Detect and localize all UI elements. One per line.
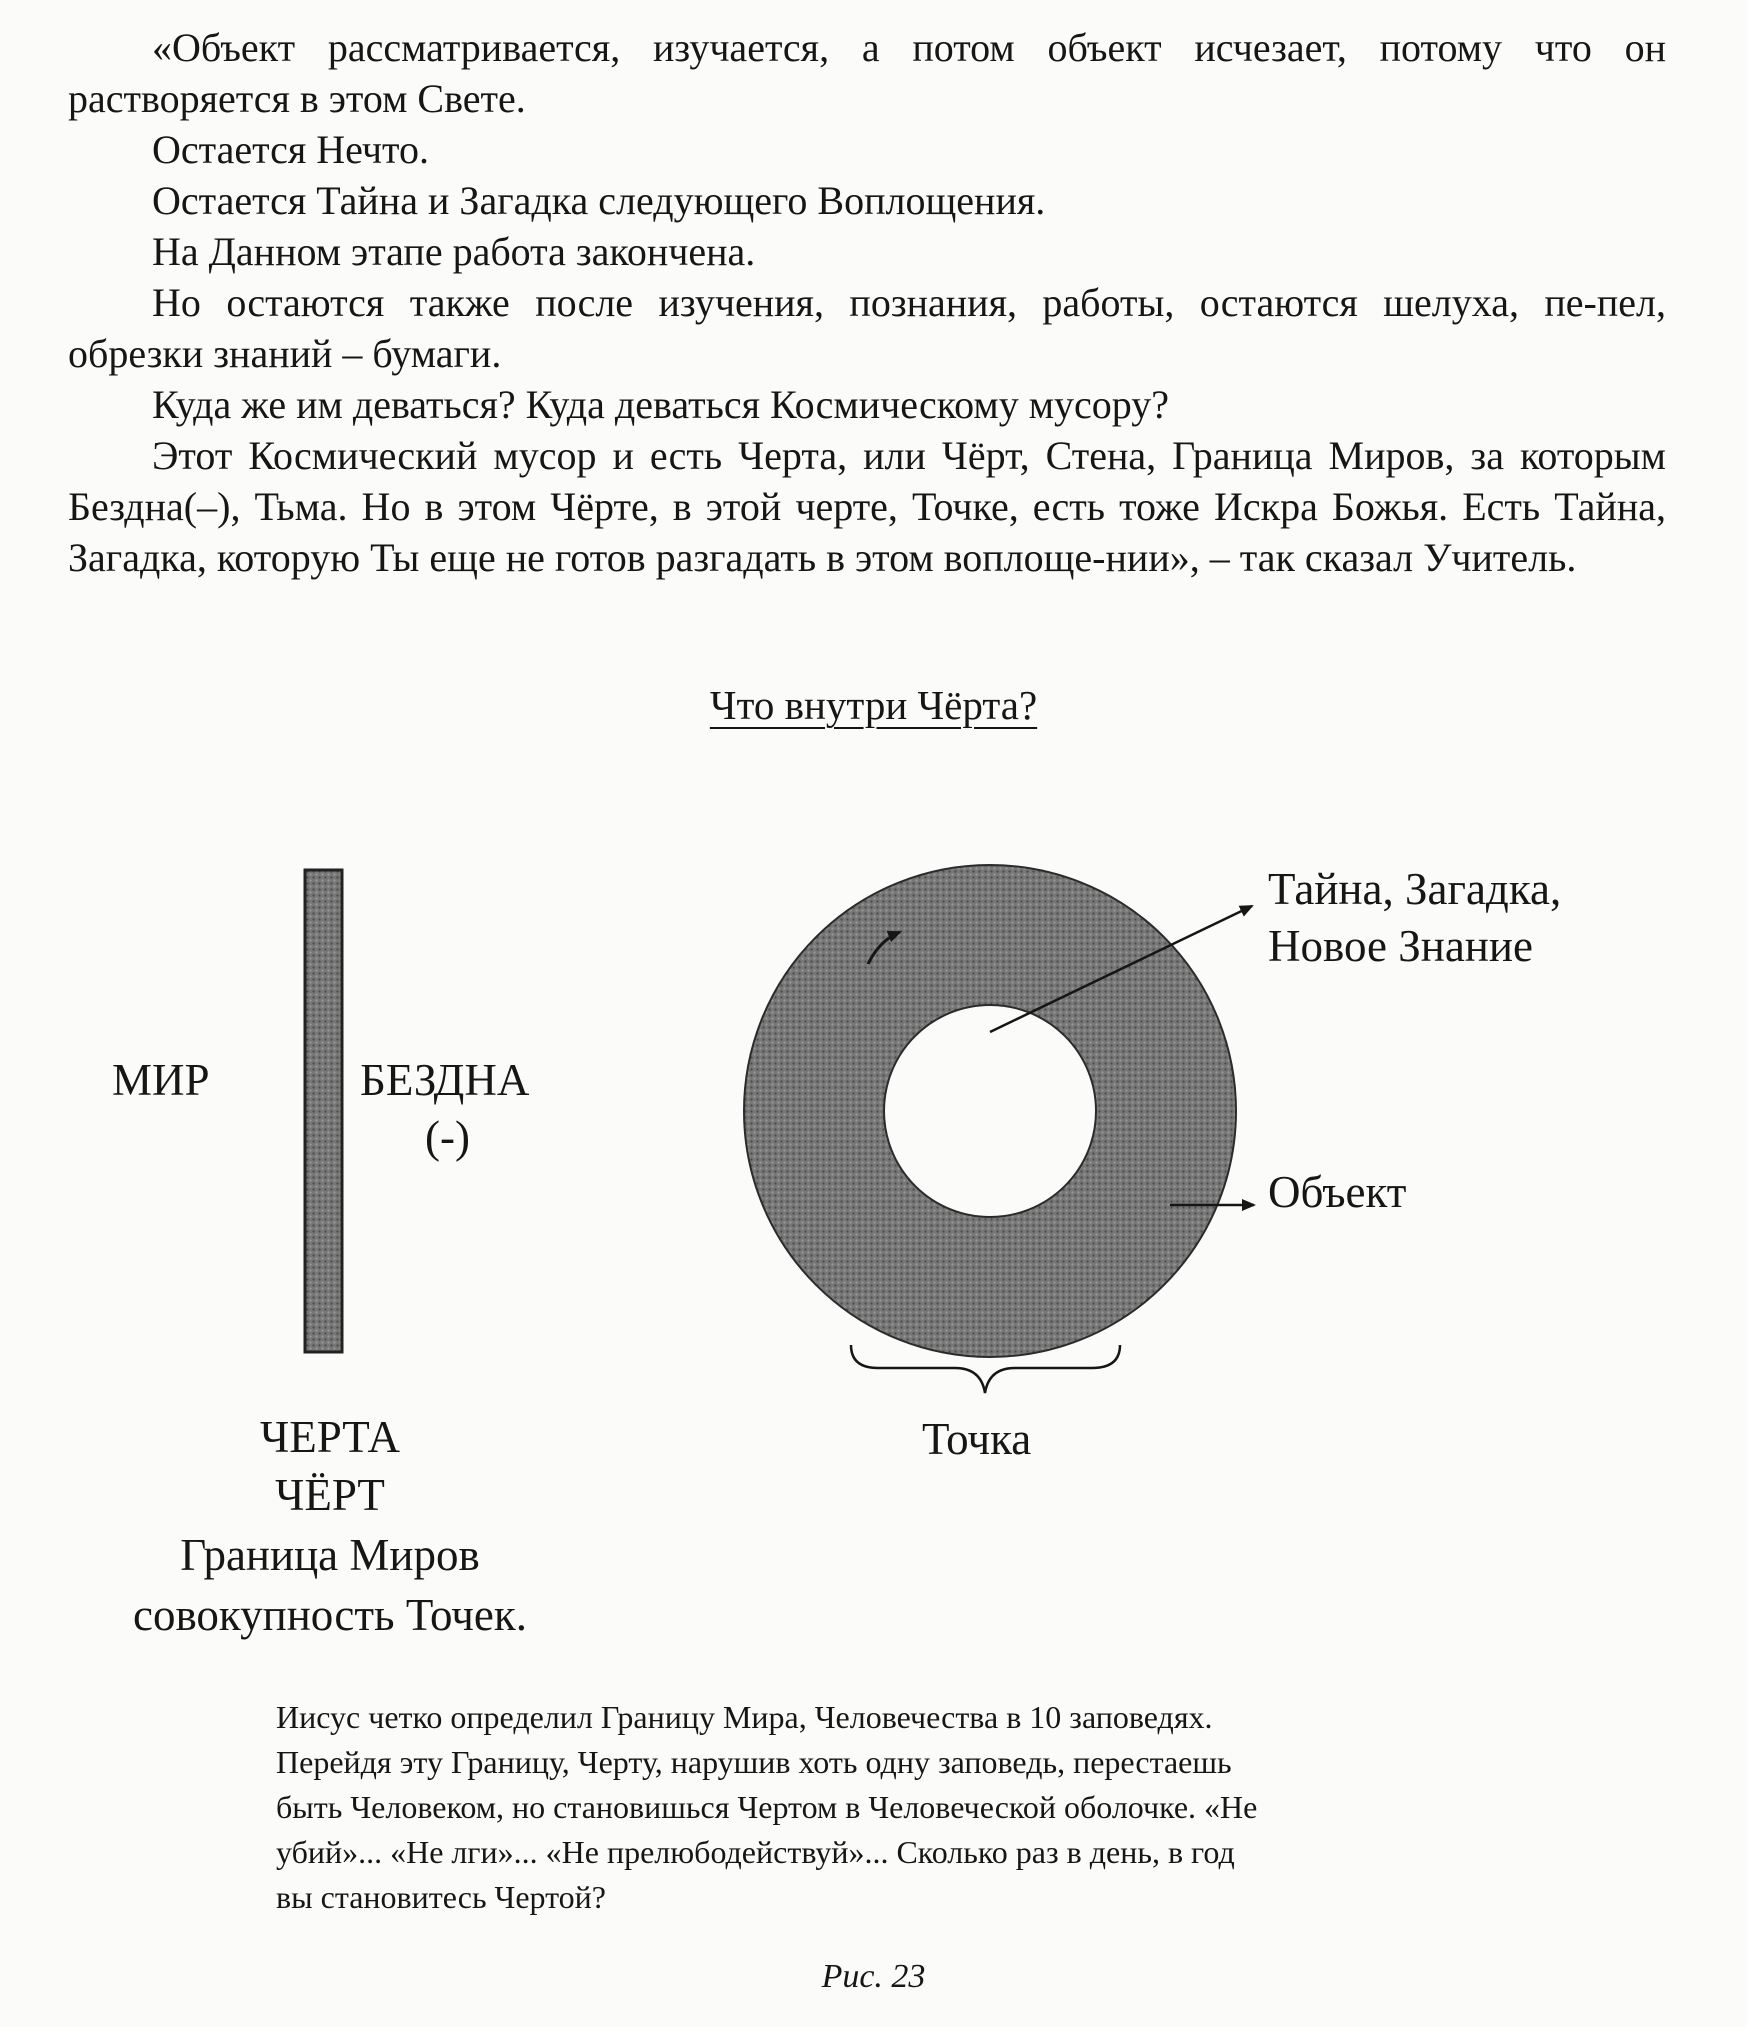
label-abyss: БЕЗДНА: [360, 1055, 530, 1105]
section-heading: [0, 680, 1747, 730]
label-line-3: Граница Миров: [180, 1530, 480, 1580]
paragraph: На Данном этапе работа закончена.: [152, 229, 756, 274]
note-line: Иисус четко определил Границу Мира, Человечества в 10 заповедях.: [276, 1699, 1213, 1735]
label-world: МИР: [112, 1055, 210, 1105]
ring-hole: [884, 1005, 1096, 1217]
label-point: Точка: [922, 1414, 1032, 1464]
paragraph: Остается Тайна и Загадка следующего Воплощения.: [152, 178, 1046, 223]
paragraph: Остается Нечто.: [152, 127, 429, 172]
paragraph: Но остаются также после изучения, познания, работы, остаются шелуха, пе-пел, обрезки знаний – бумаги.: [68, 280, 1666, 376]
heading-text: Что внутри Чёрта?: [709, 682, 1038, 728]
figure-caption: Рис. 23: [821, 1958, 926, 1995]
paragraph: Этот Космический мусор и есть Черта, или Чёрт, Стена, Граница Миров, за которым Бездна(–), Тьма. Но в этом Чёрте, в этой черте, Точке, есть тоже Искра Божья. Есть Тайна, Загадка, которую Ты еще не готов разгадать в этом воплоще-нии», – так сказал Учитель.: [68, 433, 1666, 580]
label-abyss-sign: (-): [425, 1112, 470, 1162]
label-line-1: ЧЕРТА: [259, 1412, 401, 1462]
note-line: быть Человеком, но становишься Чертом в Человеческой оболочке. «Не: [276, 1789, 1258, 1825]
label-secret-1: Тайна, Загадка,: [1268, 864, 1562, 914]
note-line: Перейдя эту Границу, Черту, нарушив хоть одну заповедь, перестаешь: [276, 1744, 1232, 1780]
note-line: убий»... «Не лги»... «Не прелюбодействуй»... Сколько раз в день, в год: [276, 1834, 1235, 1870]
label-secret-2: Новое Знание: [1268, 921, 1533, 971]
paragraph: Куда же им деваться? Куда деваться Космическому мусору?: [152, 382, 1169, 427]
boundary-bar: [305, 870, 342, 1352]
figure-diagram: [0, 840, 1747, 1700]
label-line-4: совокупность Точек.: [133, 1590, 527, 1640]
label-line-2: ЧЁРТ: [275, 1470, 385, 1520]
note-line: вы становитесь Чертой?: [276, 1879, 606, 1915]
note-block: [276, 1695, 1456, 1920]
paragraph: «Объект рассматривается, изучается, а потом объект исчезает, потому что он растворяется в этом Свете.: [68, 25, 1666, 121]
body-text: [68, 22, 1666, 583]
label-object: Объект: [1268, 1167, 1407, 1217]
